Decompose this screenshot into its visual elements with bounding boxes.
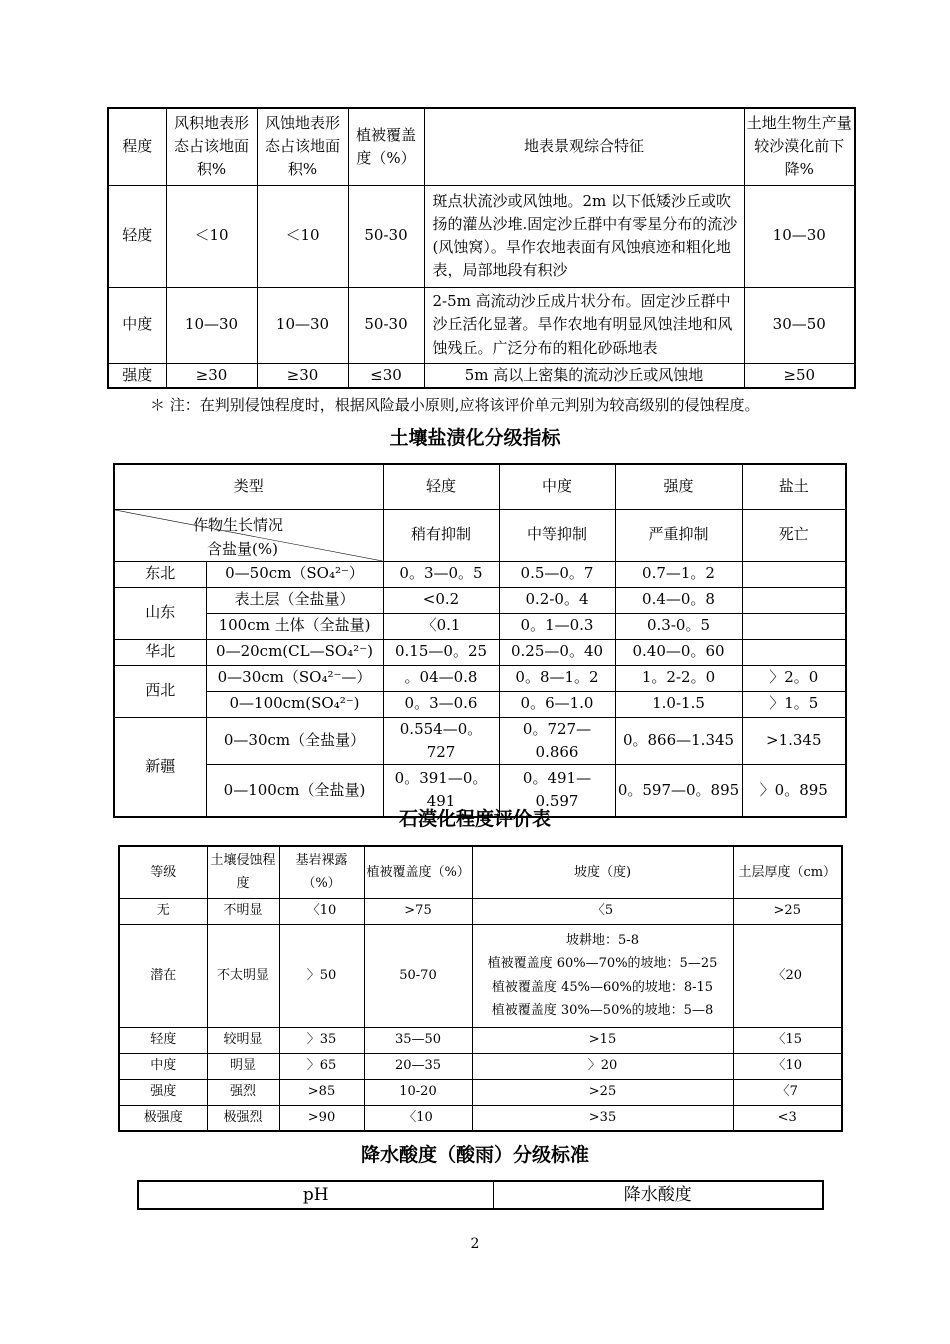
section-title: 土壤盐渍化分级指标 [389,427,561,449]
value-cell: 较明显 [207,1027,279,1053]
value-cell: 明显 [207,1053,279,1079]
value-cell: >35 [472,1105,733,1131]
depth-cell: 0—30cm（全盐量） [206,717,383,765]
header-cell: 程度 [108,108,166,185]
value-cell: 不太明显 [207,924,279,1027]
value-cell: 0.2-0。4 [499,587,615,613]
header-cell: 基岩裸露（%） [279,846,364,898]
value-cell: ＜10 [166,185,257,287]
rocky-desertification-table [118,845,843,1132]
grade-cell: 无 [119,898,207,924]
header-cell: 土地生物生产量较沙漠化前下降% [744,108,855,185]
value-cell: 0.554—0。727 [383,717,499,765]
slope-line: 植被覆盖度 30%—50%的坡地：5—8 [491,1002,714,1018]
value-cell: 〈7 [733,1079,842,1105]
header-cell: 土壤侵蚀程度 [207,846,279,898]
depth-cell: 100cm 土体（全盐量) [206,613,383,639]
table-row [108,287,855,363]
value-cell: 〈15 [733,1027,842,1053]
value-cell: 强烈 [207,1079,279,1105]
grade-cell: 强度 [119,1079,207,1105]
value-cell: 〈10 [279,898,364,924]
value-cell: 〈5 [472,898,733,924]
value-cell [742,561,846,587]
header-cell: 降水酸度 [493,1181,823,1209]
depth-cell: 表土层（全盐量） [206,587,383,613]
value-cell: 〉20 [472,1053,733,1079]
value-cell: 10—30 [257,287,348,363]
section-title: 石漠化程度评价表 [398,808,551,830]
value-cell: 〉0。895 [742,765,846,817]
effect-cell: 死亡 [742,509,846,561]
value-cell: 0。6—1.0 [499,691,615,717]
value-cell: 〈10 [364,1105,472,1131]
table-row [119,924,842,1027]
grade-cell: 潜在 [119,924,207,1027]
value-cell: ≥30 [257,363,348,388]
value-cell [742,639,846,665]
table-row [119,1027,842,1053]
value-cell: 。04—0.8 [383,665,499,691]
table-row [114,561,846,587]
level-cell: 中度 [108,287,166,363]
header-cell: 土层厚度（cm） [733,846,842,898]
value-cell: 〈0.1 [383,613,499,639]
value-cell: 0.7—1。2 [615,561,742,587]
depth-cell: 0—100cm(SO₄²⁻) [206,691,383,717]
value-cell: 10—30 [166,287,257,363]
value-cell [742,613,846,639]
value-cell: ≥30 [166,363,257,388]
value-cell: 〈20 [733,924,842,1027]
value-cell: 50-30 [348,185,424,287]
value-cell: ≤30 [348,363,424,388]
value-cell: ＜10 [257,185,348,287]
depth-cell: 0—20cm(CL—SO₄²⁻) [206,639,383,665]
slope-line: 植被覆盖度 60%—70%的坡地：5—25 [487,956,718,972]
value-cell: 0。866—1.345 [615,717,742,765]
value-cell: 10-20 [364,1079,472,1105]
value-cell: 35—50 [364,1027,472,1053]
value-cell: 极强烈 [207,1105,279,1131]
value-cell: >75 [364,898,472,924]
value-cell: 20—35 [364,1053,472,1079]
table-row [114,613,846,639]
feature-cell: 5m 高以上密集的流动沙丘或风蚀地 [424,363,744,388]
header-cell: 植被覆盖度（%） [364,846,472,898]
slope-line: 植被覆盖度 45%—60%的坡地：8-15 [491,979,714,995]
effect-cell: 中等抑制 [499,509,615,561]
depth-cell: 0—100cm（全盐量) [206,765,383,817]
table-row [114,587,846,613]
value-cell: >15 [472,1027,733,1053]
region-cell: 华北 [114,639,206,665]
value-cell: 0。8—1。2 [499,665,615,691]
value-cell: <0.2 [383,587,499,613]
header-cell: 植被覆盖度（%） [348,108,424,185]
value-cell: <3 [733,1105,842,1131]
header-cell: 风蚀地表形态占该地面积% [257,108,348,185]
value-cell: >25 [472,1079,733,1105]
table-row [114,639,846,665]
table-row [119,1079,842,1105]
header-cell: 强度 [615,464,742,509]
table-row [114,665,846,691]
diagonal-header-cell [114,509,383,561]
value-cell: 不明显 [207,898,279,924]
feature-cell: 2-5m 高流动沙丘成片状分布。固定沙丘群中沙丘活化显著。旱作农地有明显风蚀洼地和风蚀残丘。广泛分布的粗化砂砾地表 [424,287,744,363]
header-cell: 盐土 [742,464,846,509]
table-row [119,1105,842,1131]
grade-cell: 极强度 [119,1105,207,1131]
table-row [108,185,855,287]
table-header-row [138,1181,823,1209]
diagonal-top-label: 作物生长情况 [193,515,284,534]
value-cell: 0。597—0。895 [615,765,742,817]
value-cell: ≥50 [744,363,855,388]
depth-cell: 0—30cm（SO₄²⁻—） [206,665,383,691]
level-cell: 强度 [108,363,166,388]
effect-cell: 严重抑制 [615,509,742,561]
value-cell: >25 [733,898,842,924]
region-cell: 东北 [114,561,206,587]
table-row [114,509,846,561]
header-cell: 中度 [499,464,615,509]
header-cell: pH [138,1181,493,1209]
value-cell: 1。2-2。0 [615,665,742,691]
header-cell: 坡度（度) [472,846,733,898]
value-cell: 0。3—0。5 [383,561,499,587]
table-row [114,691,846,717]
table-row [119,1053,842,1079]
salinization-table [113,463,847,818]
value-cell: 0.15—0。25 [383,639,499,665]
value-cell: 0.4—0。8 [615,587,742,613]
header-cell: 等级 [119,846,207,898]
value-cell: >1.345 [742,717,846,765]
depth-cell: 0—50cm（SO₄²⁻） [206,561,383,587]
value-cell: 10—30 [744,185,855,287]
value-cell: 〈10 [733,1053,842,1079]
header-cell: 轻度 [383,464,499,509]
value-cell: 50-70 [364,924,472,1027]
page-number: 2 [470,1236,480,1252]
value-cell: >85 [279,1079,364,1105]
value-cell: 0。391—0。491 [383,765,499,817]
value-cell: >90 [279,1105,364,1131]
value-cell: 30—50 [744,287,855,363]
value-cell: 〉35 [279,1027,364,1053]
slope-line: 坡耕地：5-8 [566,932,639,948]
value-cell: 0.25—0。40 [499,639,615,665]
value-cell: 0。1—0.3 [499,613,615,639]
table-header-row [119,846,842,898]
value-cell: 0。727—0.866 [499,717,615,765]
value-cell: 0.40—0。60 [615,639,742,665]
value-cell: 〉1。5 [742,691,846,717]
region-cell: 山东 [114,587,206,639]
value-cell: 0.5—0。7 [499,561,615,587]
slope-cell [472,924,733,1027]
value-cell: 0。491—0.597 [499,765,615,817]
value-cell: 〉65 [279,1053,364,1079]
header-cell: 类型 [114,464,383,509]
region-cell: 新疆 [114,717,206,817]
table-header-row [108,108,855,185]
value-cell: 〉50 [279,924,364,1027]
header-cell: 风积地表形态占该地面积% [166,108,257,185]
table-header-row [114,464,846,509]
grade-cell: 轻度 [119,1027,207,1053]
value-cell: 1.0-1.5 [615,691,742,717]
effect-cell: 稍有抑制 [383,509,499,561]
table-row [119,898,842,924]
value-cell: 0。3—0.6 [383,691,499,717]
grade-cell: 中度 [119,1053,207,1079]
table-row [108,363,855,388]
desertification-table [107,107,856,389]
value-cell: 50-30 [348,287,424,363]
region-cell: 西北 [114,665,206,717]
value-cell: 0.3-0。5 [615,613,742,639]
level-cell: 轻度 [108,185,166,287]
section-title: 降水酸度（酸雨）分级标准 [360,1144,589,1166]
table-row [114,717,846,765]
header-cell: 地表景观综合特征 [424,108,744,185]
acid-rain-table [137,1180,824,1210]
diagonal-bottom-label: 含盐量(%) [207,539,278,558]
value-cell [742,587,846,613]
feature-cell: 斑点状流沙或风蚀地。2m 以下低矮沙丘或吹扬的灌丛沙堆.固定沙丘群中有零星分布的流沙(风蚀窝）。旱作农地表面有风蚀痕迹和粗化地表，局部地段有积沙 [424,185,744,287]
value-cell: 〉2。0 [742,665,846,691]
table-note: ＊ 注：在判别侵蚀程度时，根据风险最小原则,应将该评价单元判别为较高级别的侵蚀程度。 [150,396,760,414]
